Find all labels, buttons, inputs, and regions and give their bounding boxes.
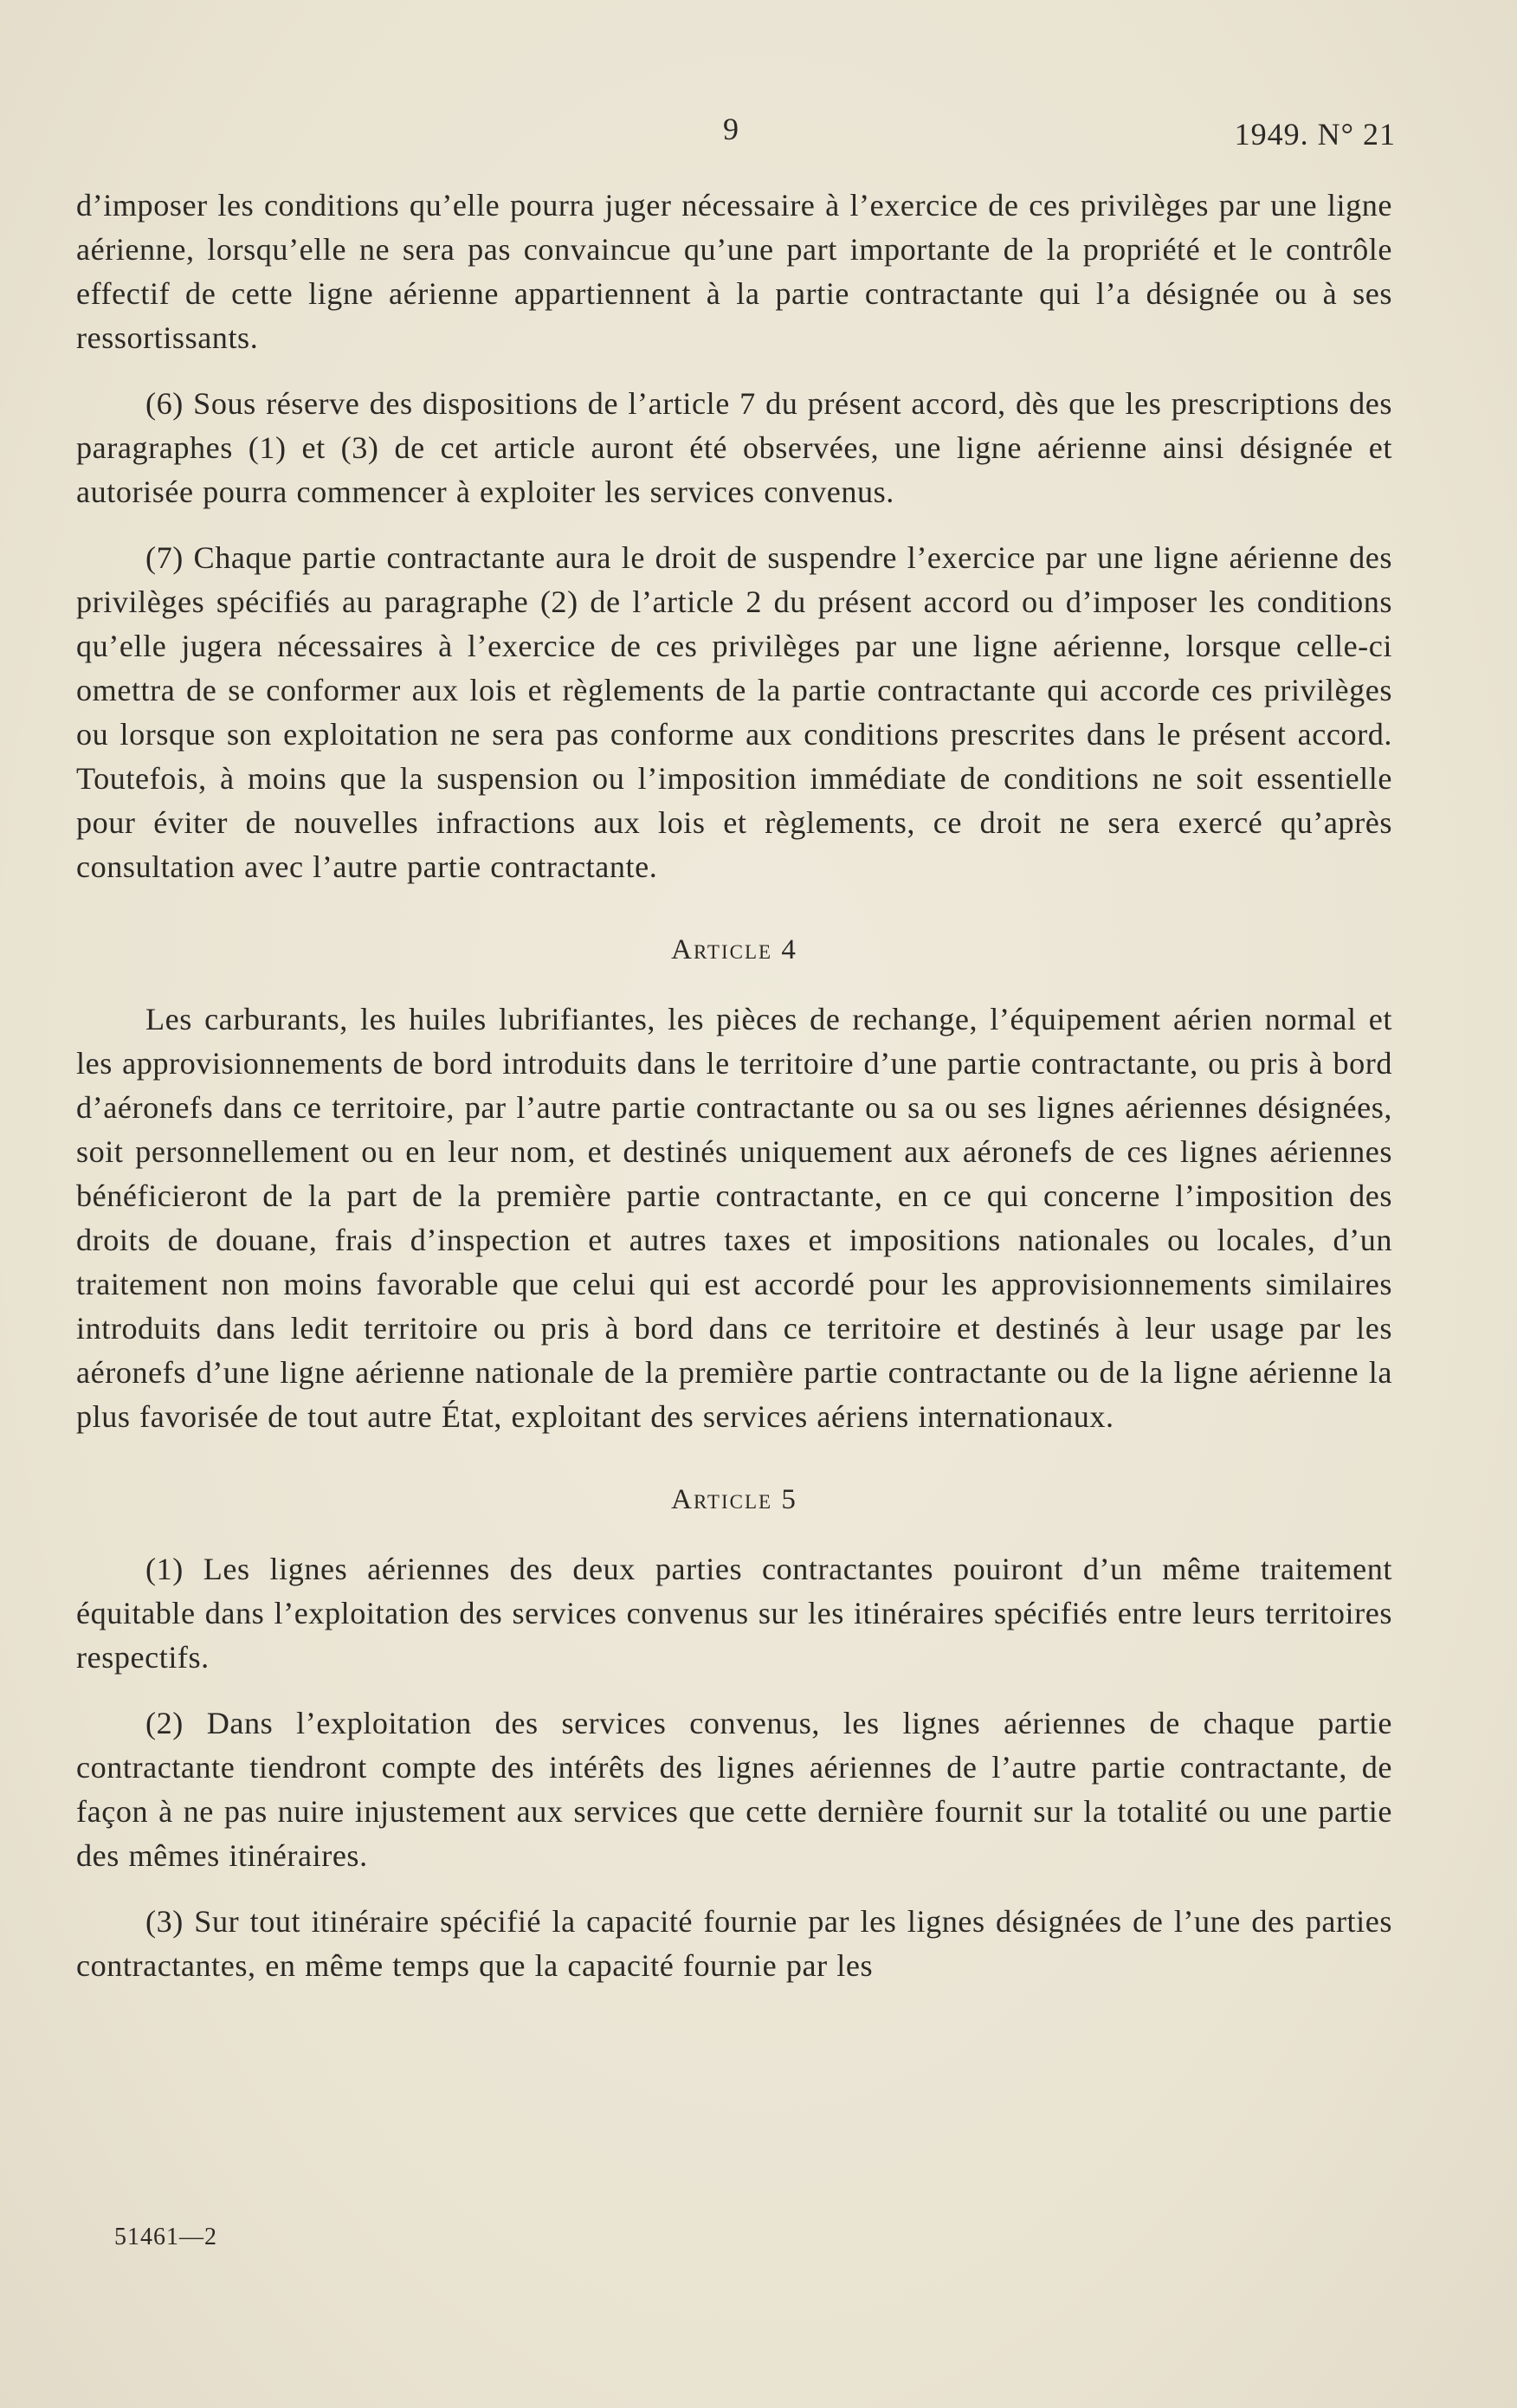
article-5-paragraph-2: (2) Dans l’exploitation des services convenus, les lignes aériennes de chaque partie contractante tiendront compte des intérêts des lignes aériennes de l’autre partie contractante, de façon à ne pas nuire injustement aux services que cette dernière fournit sur la totalité ou une partie des mêmes itinéraires. xyxy=(76,1706,1392,1873)
article-5-heading: Article 5 xyxy=(671,1484,797,1515)
article-5-paragraph-1: (1) Les lignes aériennes des deux parties contractantes pouiront d’un même traitement équitable dans l’exploitation des services convenus sur les itinéraires spécifiés entre leurs territoires respectifs. xyxy=(76,1552,1392,1675)
print-code: 51461—2 xyxy=(114,2224,217,2250)
paragraph-6: (6) Sous réserve des dispositions de l’article 7 du présent accord, dès que les prescriptions des paragraphes (1) et (3) de cet article auront été observées, une ligne aérienne ainsi désignée et autorisée pourra commencer à exploiter les services convenus. xyxy=(76,386,1392,509)
paragraph-7: (7) Chaque partie contractante aura le droit de suspendre l’exercice par une ligne aérienne des privilèges spécifiés au paragraphe (2) de l’article 2 du présent accord ou d’imposer les conditions qu’elle jugera nécessaires à l’exercice de ces privilèges par une ligne aérienne, lorsque celle-ci omettra de se conformer aux lois et règlements de la partie contractante qui accorde ces privilèges ou lorsque son exploitation ne sera pas conforme aux conditions prescrites dans le présent accord. Toutefois, à moins que la suspension ou l’imposition immédiate de conditions ne soit essentielle pour éviter de nouvelles infractions aux lois et règlements, ce droit ne sera exercé qu’après consultation avec l’autre partie contractante. xyxy=(76,540,1392,884)
document-reference: 1949. N° 21 xyxy=(1234,117,1396,152)
continuation-paragraph: d’imposer les conditions qu’elle pourra juger nécessaire à l’exercice de ces privilèges par une ligne aérienne, lorsqu’elle ne sera pas convaincue qu’une part importante de la propriété et le contrôle effectif de cette ligne aérienne appartiennent à la partie contractante qui l’a désignée ou à ses ressortissants. xyxy=(76,188,1392,355)
page-number: 9 xyxy=(723,112,739,146)
page-body xyxy=(76,184,1392,2010)
article-4-heading: Article 4 xyxy=(671,934,797,965)
article-4-text: Les carburants, les huiles lubrifiantes, les pièces de rechange, l’équipement aérien normal et les approvisionnements de bord introduits dans le territoire d’une partie contractante, ou pris à bord d’aéronefs dans ce territoire, par l’autre partie contractante ou sa ou ses lignes aériennes désignées, soit personnellement ou en leur nom, et destinés uniquement aux aéronefs de ces lignes aériennes bénéficieront de la part de la première partie contractante, en ce qui concerne l’imposition des droits de douane, frais d’inspection et autres taxes et impositions nationales ou locales, d’un traitement non moins favorable que celui qui est accordé pour les approvisionnements similaires introduits dans ledit territoire ou pris à bord dans ce territoire et destinés à leur usage par les aéronefs d’une ligne aérienne nationale de la première partie contractante ou de la ligne aérienne la plus favorisée de tout autre État, exploitant des services aériens internationaux. xyxy=(76,1002,1392,1434)
page-header xyxy=(0,111,1517,154)
article-5-paragraph-3: (3) Sur tout itinéraire spécifié la capacité fournie par les lignes désignées de l’une des parties contractantes, en même temps que la capacité fournie par les xyxy=(76,1904,1392,1983)
